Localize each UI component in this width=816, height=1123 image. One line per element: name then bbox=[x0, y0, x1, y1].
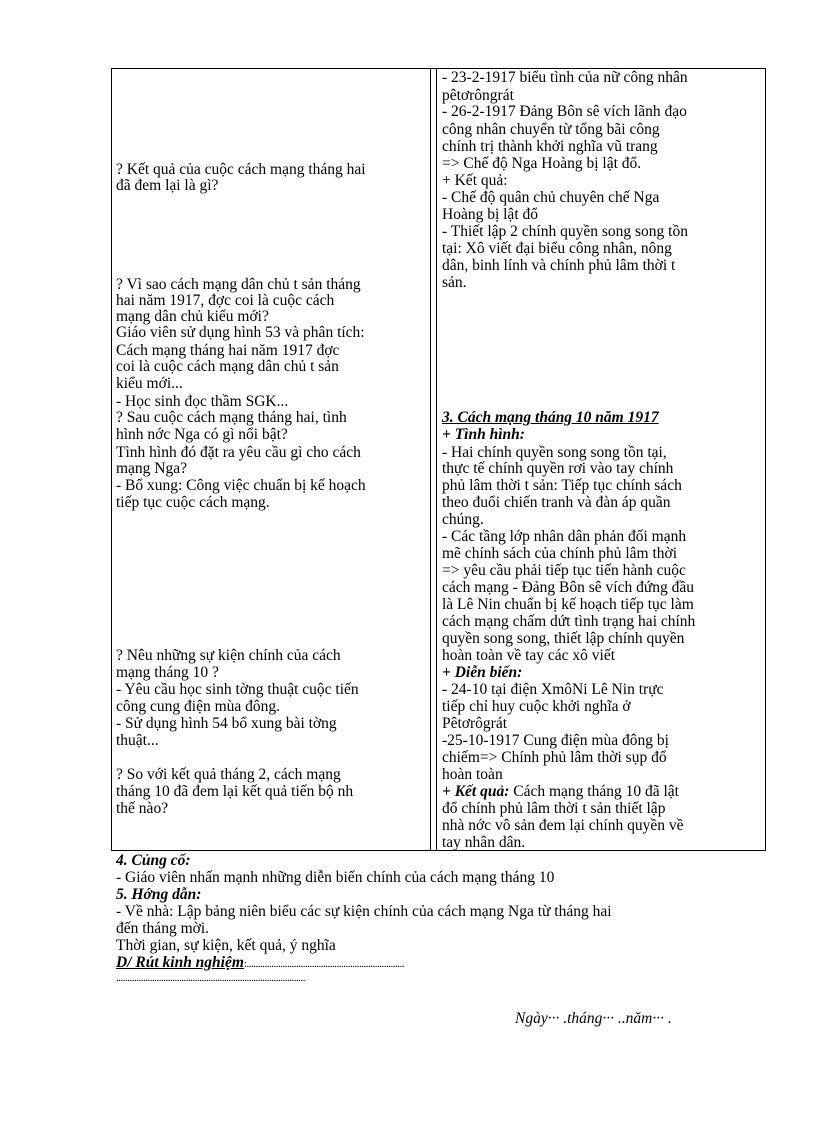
rutkinh-dots: :...................................................................... bbox=[243, 958, 404, 970]
huongdan-heading: 5. Hớng dẫn: bbox=[116, 886, 202, 903]
huongdan-text-1: - Về nhà: Lập bảng niên biểu các sự kiện chính của cách mạng Nga từ tháng hai bbox=[116, 903, 612, 920]
right-line: mẽ chính sách của chính phủ lâm thời bbox=[442, 545, 678, 562]
right-line: tiếp chỉ huy cuộc khởi nghĩa ở bbox=[442, 698, 631, 715]
left-line: công cung điện mùa đông. bbox=[116, 698, 281, 715]
right-line: - Hai chính quyền song song tồn tại, bbox=[442, 444, 667, 461]
right-line: + Tình hình: bbox=[442, 426, 525, 443]
right-line: thực tế chính quyền rơi vào tay chính bbox=[442, 460, 674, 477]
right-line: nhà nớc vô sản đem lại chính quyền về bbox=[442, 817, 684, 834]
right-line: chính trị thành khởi nghĩa vũ trang bbox=[442, 138, 658, 155]
left-line: ? Sau cuộc cách mạng tháng hai, tình bbox=[116, 409, 347, 426]
right-line: => yêu cầu phải tiếp tục tiến hành cuộc bbox=[442, 562, 686, 579]
right-line: + Kết quả: Cách mạng tháng 10 đã lật bbox=[442, 783, 679, 800]
left-line: hình nớc Nga có gì nổi bật? bbox=[116, 426, 288, 443]
right-line: cách mạng - Đảng Bôn sê vích đứng đầu bbox=[442, 579, 695, 596]
left-line: - Học sinh đọc thầm SGK... bbox=[116, 393, 289, 410]
right-line: hoàn toàn bbox=[442, 766, 503, 783]
right-line: Hoàng bị lật đổ bbox=[442, 206, 538, 223]
date-line: Ngày··· .tháng··· ..năm··· . bbox=[515, 1010, 672, 1027]
right-line: - Chế độ quân chủ chuyên chế Nga bbox=[442, 189, 660, 206]
left-line: - Sử dụng hình 54 bổ xung bài tờng bbox=[116, 715, 337, 732]
left-line: ? So với kết quả tháng 2, cách mạng bbox=[116, 766, 341, 783]
huongdan-text-3: Thời gian, sự kiện, kết quả, ý nghĩa bbox=[116, 937, 336, 954]
right-line: cách mạng chấm dứt tình trạng hai chính bbox=[442, 613, 696, 630]
right-line: sản. bbox=[442, 274, 467, 291]
cungco-heading: 4. Củng cố: bbox=[116, 852, 191, 869]
left-line: mạng dân chủ kiểu mới? bbox=[116, 308, 269, 325]
right-line: là Lê Nin chuẩn bị kế hoạch tiếp tục làm bbox=[442, 596, 694, 613]
right-line: hoàn toàn về tay các xô viết bbox=[442, 647, 616, 664]
right-line: đổ chính phủ lâm thời t sản thiết lập bbox=[442, 800, 666, 817]
right-line: chúng. bbox=[442, 511, 484, 528]
huongdan-text-2: đến tháng mời. bbox=[116, 920, 209, 937]
left-line: Cách mạng tháng hai năm 1917 đợc bbox=[116, 342, 340, 359]
right-line: chiếm=> Chính phủ lâm thời sụp đổ bbox=[442, 749, 667, 766]
rutkinh-heading: D/ Rút kinh nghiệm bbox=[116, 954, 244, 971]
right-line: - 24-10 tại điện XmôNi Lê Nin trực bbox=[442, 681, 664, 698]
left-line: ? Vì sao cách mạng dân chủ t sản tháng bbox=[116, 276, 361, 293]
right-line: => Chế độ Nga Hoàng bị lật đổ. bbox=[442, 155, 642, 172]
column-divider bbox=[436, 69, 437, 850]
column-divider-inner bbox=[430, 68, 431, 851]
left-line: coi là cuộc cách mạng dân chủ t sản bbox=[116, 358, 339, 375]
right-line: theo đuổi chiến tranh và đàn áp quần bbox=[442, 494, 671, 511]
right-line: tại: Xô viết đại biểu công nhân, nông bbox=[442, 240, 672, 257]
left-line: đã đem lại là gì? bbox=[116, 177, 219, 194]
right-line: quyền song song, thiết lập chính quyền bbox=[442, 630, 685, 647]
left-line: hai năm 1917, đợc coi là cuộc cách bbox=[116, 292, 335, 309]
right-line: dân, binh lính và chính phủ lâm thời t bbox=[442, 257, 676, 274]
left-line: ? Nêu những sự kiện chính của cách bbox=[116, 647, 341, 664]
right-line: Pêtơrôgrát bbox=[442, 715, 508, 732]
left-line: Giáo viên sử dụng hình 53 và phân tích: bbox=[116, 324, 365, 341]
right-line: tay nhân dân. bbox=[442, 834, 526, 851]
right-line: 3. Cách mạng tháng 10 năm 1917 bbox=[442, 409, 659, 426]
left-line: tháng 10 đã đem lại kết quả tiến bộ nh bbox=[116, 783, 354, 800]
right-line: + Kết quả: bbox=[442, 172, 508, 189]
left-line: ? Kết quả của cuộc cách mạng tháng hai bbox=[116, 161, 366, 178]
left-line: thế nào? bbox=[116, 800, 169, 817]
left-line: Tình hình đó đặt ra yêu cầu gì cho cách bbox=[116, 444, 361, 461]
left-line: mạng tháng 10 ? bbox=[116, 664, 219, 681]
right-line: - 23-2-1917 biểu tình của nữ công nhân bbox=[442, 69, 688, 86]
right-line: - Các tầng lớp nhân dân phản đối mạnh bbox=[442, 528, 687, 545]
right-line: - 26-2-1917 Đảng Bôn sê vích lãnh đạo bbox=[442, 103, 687, 120]
right-line: công nhân chuyển từ tổng bãi công bbox=[442, 121, 660, 138]
dots-line: .................................................................................... bbox=[116, 972, 305, 984]
left-line: thuật... bbox=[116, 732, 159, 749]
left-line: kiểu mới... bbox=[116, 375, 183, 392]
left-line: tiếp tục cuộc cách mạng. bbox=[116, 494, 270, 511]
left-line: mạng Nga? bbox=[116, 460, 188, 477]
cungco-text: - Giáo viên nhấn mạnh những diễn biến chính của cách mạng tháng 10 bbox=[116, 869, 555, 886]
right-line: pêtơrôngrát bbox=[442, 87, 514, 104]
right-line: + Diễn biến: bbox=[442, 664, 523, 681]
right-line: -25-10-1917 Cung điện mùa đông bị bbox=[442, 732, 669, 749]
right-line: phủ lâm thời t sản: Tiếp tục chính sách bbox=[442, 477, 682, 494]
left-line: - Yêu cầu học sinh tờng thuật cuộc tiến bbox=[116, 681, 359, 698]
left-line: - Bổ xung: Công việc chuẩn bị kế hoạch bbox=[116, 477, 366, 494]
right-line: - Thiết lập 2 chính quyền song song tồn bbox=[442, 223, 688, 240]
